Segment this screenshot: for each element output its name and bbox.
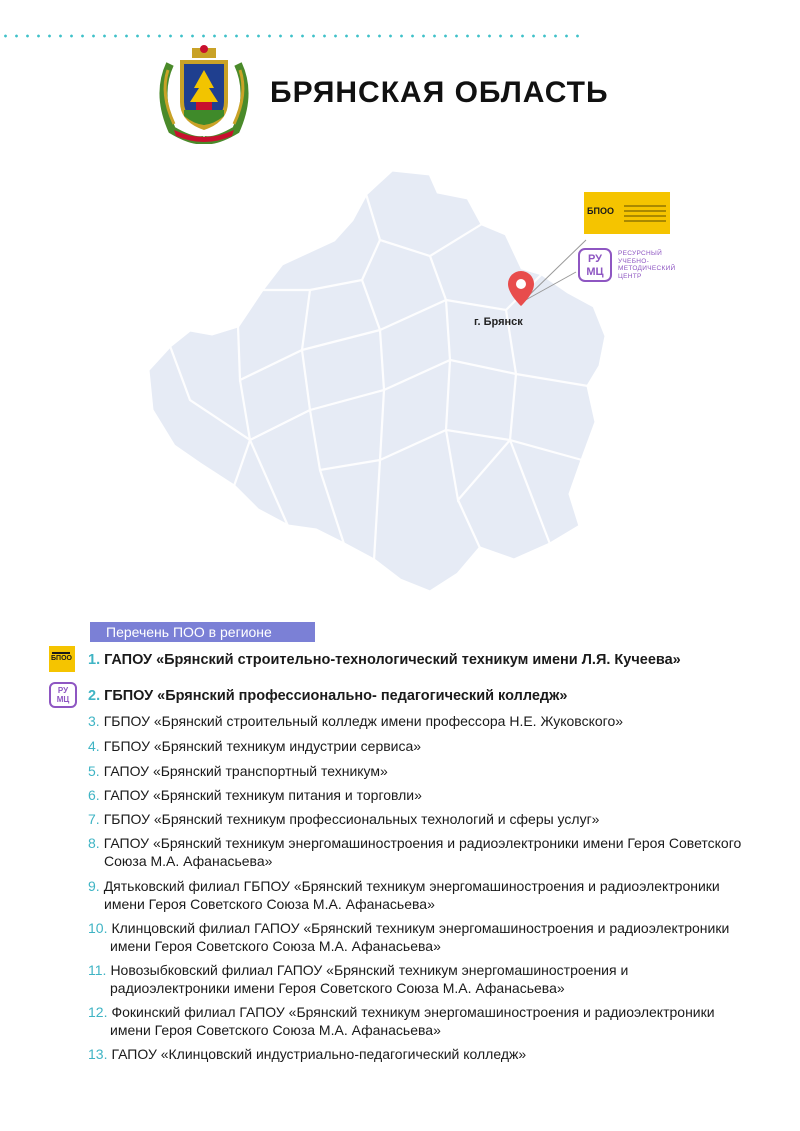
list-item: 8. ГАПОУ «Брянский техникум энергомашиностроения и радиоэлектроники имени Героя Советского Союза М.А. Афанасьева» xyxy=(88,835,742,869)
bryansk-coat-of-arms-icon xyxy=(152,44,256,144)
list-item: 9. Дятьковский филиал ГБПОУ «Брянский техникум энергомашиностроения и радиоэлектроники имени Героя Советского Союза М.А. Афанасьева» xyxy=(88,878,720,912)
list-item: 6. ГАПОУ «Брянский техникум питания и торговли» xyxy=(88,787,422,803)
list-item: 11. Новозыбковский филиал ГАПОУ «Брянский техникум энергомашиностроения и радиоэлектроники имени Героя Советского Союза М.А. Афанасьева» xyxy=(88,962,629,996)
list-item: 13. ГАПОУ «Клинцовский индустриально-педагогический колледж» xyxy=(88,1046,527,1062)
bpoo-logo xyxy=(584,192,670,234)
list-item: 4. ГБПОУ «Брянский техникум индустрии сервиса» xyxy=(88,738,422,754)
dotted-divider xyxy=(0,34,580,38)
bpoo-logo-caption-lines xyxy=(624,205,666,225)
rumc-badge-icon: РУ МЦ xyxy=(49,682,77,708)
list-item: 7. ГБПОУ «Брянский техникум профессиональных технологий и сферы услуг» xyxy=(88,811,600,827)
rumc-logo-mark: РУ МЦ xyxy=(578,248,612,282)
bpoo-logo-text: БПОО xyxy=(587,206,614,216)
list-item: 12. Фокинский филиал ГАПОУ «Брянский техникум энергомашиностроения и радиоэлектроники имени Героя Советского Союза М.А. Афанасьева» xyxy=(88,1004,715,1038)
list-item: 1. ГАПОУ «Брянский строительно-технологический техникум имени Л.Я. Кучеева» xyxy=(88,652,681,668)
list-item: 2. ГБПОУ «Брянский профессионально- педагогический колледж» xyxy=(88,688,568,704)
region-title: БРЯНСКАЯ ОБЛАСТЬ xyxy=(270,76,609,109)
rumc-logo-caption: РЕСУРСНЫЙ УЧЕБНО- МЕТОДИЧЕСКИЙ ЦЕНТР xyxy=(618,250,676,280)
bpoo-badge-icon: БПОО xyxy=(49,646,75,672)
rumc-logo xyxy=(578,248,696,286)
city-label: г. Брянск xyxy=(474,316,523,328)
list-header: Перечень ПОО в регионе xyxy=(90,622,315,642)
list-item: 10. Клинцовский филиал ГАПОУ «Брянский техникум энергомашиностроения и радиоэлектроники имени Героя Советского Союза М.А. Афанасьева» xyxy=(88,920,730,954)
list-item: 5. ГАПОУ «Брянский транспортный техникум» xyxy=(88,763,388,779)
region-map xyxy=(130,160,640,610)
list-item: 3. ГБПОУ «Брянский строительный колледж имени профессора Н.Е. Жуковского» xyxy=(88,713,624,729)
